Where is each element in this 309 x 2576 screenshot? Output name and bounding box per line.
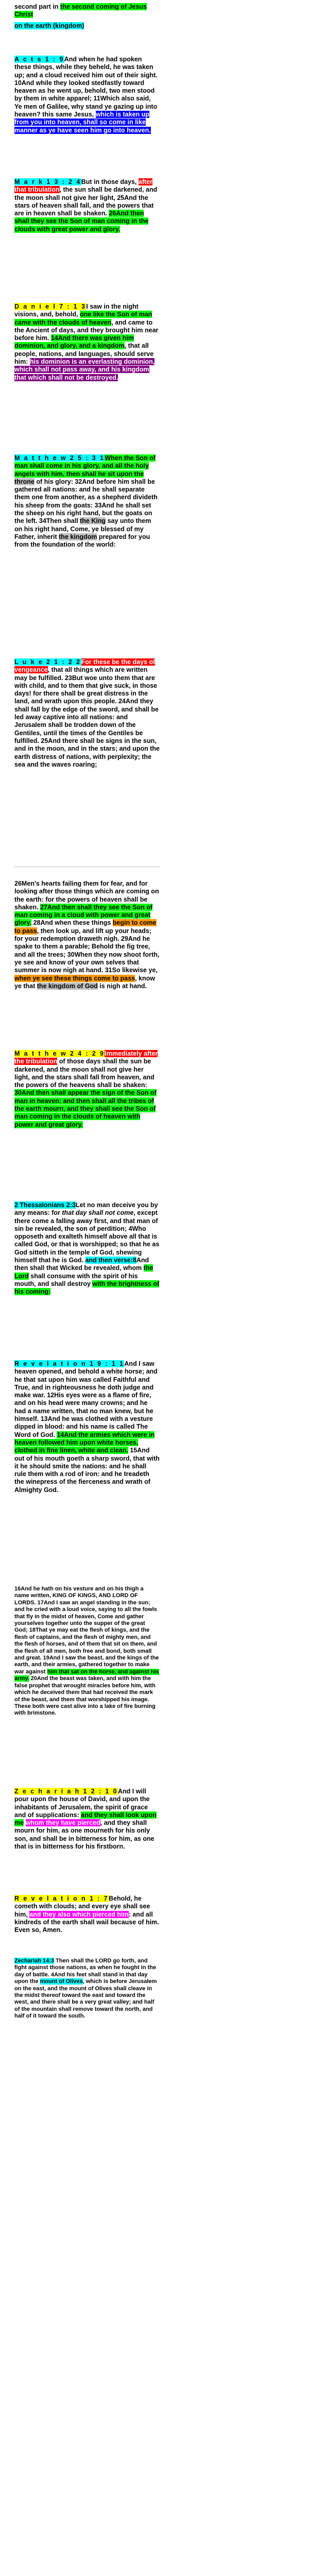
intro-kingdom: (kingdom) — [51, 22, 84, 29]
verse-reference: R e v e l a t i o n 1 : 7 — [14, 1895, 109, 1902]
verse-text: shall consume with the spirit of his mouth, and shall destroy — [14, 1272, 138, 1287]
verse-highlight: him that sat on the horse, and against his army. — [14, 1668, 159, 1682]
verse-text: 10And while they looked stedfastly toward heaven as he went up, behold, two men stood by them in white apparel; — [14, 79, 155, 103]
thessalonians-passage — [14, 1201, 160, 1296]
verse-highlight: the Lord — [14, 1264, 153, 1280]
verse-highlight: and they also which pierced him — [29, 1910, 129, 1918]
verse-highlight: whom they have pierced — [25, 1819, 100, 1827]
verse-highlight: his dominion is an everlasting dominion, which shall not pass away, and his kingdom that which shall not be destroyed. — [14, 358, 155, 381]
verse-text: , that all things which are written may be fulfilled. 23But woe unto them that are with child, and to them that give suck, in those days! for there shall be great distress in the land, and wrath upon this people. 24And they shall fall by the edge of the sword, and shall be led away captive into all nations: and Jerusalem shall be trodden down of the Gentiles, until the times of the Gentiles be fulfilled. 25And there shall be signs in the sun, and in the moon, and in the stars; and upon the earth distress of nations, with perplexity; the sea and the waves roaring; — [14, 666, 160, 768]
verse-text: 26Men's hearts failing them for fear, and for looking after those things which are coming on the earth: for the powers of heaven shall be shaken. — [14, 880, 159, 911]
luke-passage-continued — [14, 880, 160, 990]
zechariah12-passage — [14, 1788, 160, 1851]
verse-reference: M a r k 1 3 : 2 4 — [14, 178, 81, 185]
verse-text: And I saw heaven opened, and behold a white horse; and he that sat upon him was called Faithful and True, and in righteousness he doth judge and make war. 12His eyes were as a flame of fire, and on his head were many crowns; and he had a name written, that no man knew, but he himself. 13And he was clothed with a vesture dipped in blood: and his name is called The Word of God. — [14, 1360, 158, 1438]
verse-highlight: the kingdom of God — [37, 982, 98, 990]
verse-text: And I will pour upon the house of David, and upon the inhabitants of Jerusalem, the spirit of grace and of supplications: — [14, 1788, 150, 1819]
verse-reference: R e v e l a t i o n 1 9 : 1 1 — [14, 1360, 125, 1367]
verse-highlight: begin to come to pass — [14, 919, 157, 935]
mark-passage — [14, 178, 160, 233]
revelation19-passage — [14, 1360, 160, 1494]
verse-text: , and they shall mourn for him, as one mourneth for his only son, and shall be in bitterness for him, as one that is in bitterness for his firstborn. — [14, 1819, 154, 1851]
verse-highlight: mount of Olives — [40, 1978, 83, 1985]
verse-highlight: with the brightness of his coming: — [14, 1280, 160, 1296]
verse-text: that day shall not come — [62, 1209, 134, 1217]
verse-highlight: For these be the days of vengeance — [14, 658, 156, 674]
verse-reference: M a t t h e w 2 5 : 3 1 — [14, 454, 105, 462]
matthew24-passage — [14, 1050, 160, 1129]
verse-text: Then shall the LORD go forth, and fight against those nations, as when he fought in the day of battle. 4And his feet shall stand in that day upon the — [14, 1958, 157, 1985]
verse-highlight: after that tribulation — [14, 178, 152, 194]
verse-highlight: 27And then shall they see the Son of man coming in a cloud with power and great glory. — [14, 903, 153, 927]
verse-text: , and came to the Ancient of days, and they brought him near before him. — [14, 318, 159, 342]
verse-text: Behold, he cometh with clouds; and every eye shall see him, — [14, 1895, 150, 1918]
verse-text: But in those days, — [81, 178, 139, 185]
verse-reference: Z e c h a r i a h 1 2 : 1 0 — [14, 1788, 118, 1795]
verse-highlight: Immediately after the tribulation — [14, 1050, 158, 1065]
intro-earth: on the earth — [14, 22, 52, 29]
matthew25-passage — [14, 454, 160, 549]
verse-highlight: When the Son of man shall come in his glory, and all the holy angels with him, then shall he sit upon the — [14, 454, 156, 478]
acts-passage — [14, 56, 160, 134]
verse-text: , that all people, nations, and languages, should serve him: — [14, 342, 154, 366]
verse-text: 20And the beast was taken, and with him the false prophet that wrought miracles before him, with which he deceived them that had received the mark of the beast, and them that worshipped his image. These both were cast alive into a lake of fire burning with brimstone. — [14, 1675, 156, 1717]
verse-text: 11Which also said, Ye men of Galilee, why stand ye gazing up into heaven? this same Jesus, — [14, 95, 158, 118]
verse-text: And when he had spoken these things, while they beheld, he was taken up; and a cloud received him out of their sight. — [14, 56, 158, 79]
verse-highlight: throne — [14, 478, 35, 485]
verse-highlight: 14And there was given him dominion, and glory, and a kingdom — [14, 334, 134, 350]
intro-block — [14, 3, 160, 30]
verse-text: , then look up, and lift up your heads; for your redemption draweth nigh. 29And he spake to them a parable; Behold the fig tree, and all the trees; 30When they now shoot forth, ye see and know of your own selves that summer is now nigh at hand. 31So likewise ye, — [14, 927, 160, 974]
verse-highlight: and then verse:8 — [85, 1257, 136, 1264]
verse-text: say unto them on his right hand, Come, ye blessed of my Father, inherit — [14, 517, 151, 540]
verse-text: I saw in the night visions, and, behold, — [14, 303, 139, 318]
intro-text: second part in — [14, 3, 60, 10]
luke-passage — [14, 658, 160, 769]
verse-reference: 2 Thessalonians 2:3 — [14, 1201, 76, 1209]
verse-highlight: 26And then shall they see the Son of man coming in the clouds with great power and glory. — [14, 210, 149, 233]
verse-highlight: and they shall look upon me — [14, 1811, 157, 1827]
verse-text: of those days shall the sun be darkened, and the moon shall not give her light, and the stars shall fall from heaven, and the powers of the heavens shall be shaken: — [14, 1058, 154, 1089]
verse-highlight: 30And then shall appear the sign of the Son of man in heaven: and then shall all the tribes of the earth mourn, and they shall see the Son of man coming in the clouds of heaven with power and great glory. — [14, 1089, 157, 1128]
verse-text: , know ye that — [14, 974, 156, 990]
verse-highlight: when ye see these things come to pass — [14, 974, 135, 982]
verse-highlight: which is taken up from you into heaven, shall so come in like manner as ye have seen him go into heaven. — [14, 111, 151, 134]
verse-text: And then shall that Wicked be revealed, whom — [14, 1257, 149, 1272]
verse-highlight: the King — [80, 517, 106, 525]
verse-reference: D a n i e l 7 : 1 3 — [14, 303, 87, 310]
verse-text: , except there come a falling away first, and that man of sin be revealed, the son of perdition; 4Who opposeth and exalteth himself above all that is called God, or that is worshipped; so that he as God sitteth in the temple of God, shewing himself that he is God. — [14, 1209, 160, 1264]
verse-text: , which is before Jerusalem on the east, and the mount of Olives shall cleave in the midst thereof toward the east and toward the west, and there shall be a very great valley; and half of the mountain shall remove toward the north, and half of it toward the south. — [14, 1978, 157, 2020]
verse-text: of his glory: 32And before him shall be gathered all nations: and he shall separate them one from another, as a shepherd divideth his sheep from the goats: 33And he shall set the sheep on his right hand, but the goats on the left. 34Then shall — [14, 478, 158, 525]
verse-text: 28And when these things — [31, 919, 113, 927]
revelation19-continued — [14, 1586, 160, 1717]
verse-highlight: 14And the armies which were in heaven followed him upon white horses, clothed in fine linen, white and clean. — [14, 1431, 155, 1454]
verse-text: 15And out of his mouth goeth a sharp sword, that with it he should smite the nations: and he shall rule them with a rod of iron: and he treadeth the winepress of the fierceness and wrath of Almighty God. — [14, 1447, 160, 1494]
verse-reference: M a t t h e w 2 4 : 2 9 — [14, 1050, 105, 1057]
verse-reference: A c t s 1 : 9 — [14, 56, 64, 63]
verse-text: , the sun shall be darkened, and the moon shall not give her light, 25And the stars of heaven shall fall, and the powers that are in heaven shall be shaken. — [14, 186, 158, 217]
verse-highlight: the kingdom — [59, 533, 97, 540]
verse-text: Let no man deceive you by any means: for — [14, 1201, 158, 1217]
verse-reference: Zechariah 14:3 — [14, 1958, 55, 1964]
verse-text: is nigh at hand. — [97, 982, 147, 990]
zechariah14-passage — [14, 1958, 160, 2020]
intro-highlight: the second coming of Jesus Christ — [14, 3, 147, 19]
verse-reference: L u k e 2 1 : 2 2 — [14, 658, 81, 666]
verse-text: : and all kindreds of the earth shall wail because of him. Even so, Amen. — [14, 1910, 159, 1934]
verse-text: prepared for you from the foundation of the world: — [14, 533, 150, 549]
daniel-passage — [14, 303, 160, 382]
verse-highlight: one like the Son of man came with the clouds of heaven — [14, 311, 152, 326]
revelation1-passage — [14, 1895, 160, 1934]
verse-text: 16And he hath on his vesture and on his thigh a name written, KING OF KINGS, AND LORD OF LORDS. 17And I saw an angel standing in the sun; and he cried with a loud voice, saying to all the fowls that fly in the midst of heaven, Come and gather yourselves together unto the supper of the great God; 18That ye may eat the flesh of kings, and the flesh of captains, and the flesh of mighty men, and the flesh of horses, and of them that sit on them, and the flesh of all men, both free and bond, both small and great. 19And I saw the beast, and the kings of the earth, and their armies, gathered together to make war against — [14, 1586, 159, 1675]
